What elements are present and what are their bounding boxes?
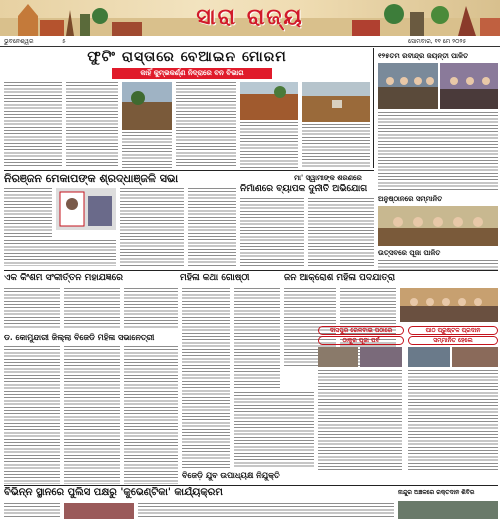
main-text-col-2 <box>66 82 118 168</box>
main-subhead: କାହିଁ କୁମ୍ଭକର୍ଣ୍ଣ ନିଦ୍ରାରେ ବନ ବିଭାଗ <box>112 68 272 79</box>
doctor-text-2 <box>64 346 120 484</box>
row2-text-2 <box>64 288 120 328</box>
right-mid-photo <box>378 206 498 246</box>
right-mid-caption: ଉତ୍ସବରେ ପୂଜା ପାଳିତ <box>378 248 441 257</box>
date-strip <box>0 37 500 47</box>
chair-text <box>234 392 314 468</box>
masthead-banner <box>0 0 500 36</box>
page-number: ୫ <box>62 38 66 45</box>
row2-text-5 <box>234 288 280 388</box>
section-divider-3 <box>4 485 498 486</box>
date-line: ସୋମବାର, ୧୧ ମେ ୨୦୨୫ <box>408 38 467 45</box>
main-text-col-4 <box>176 82 236 168</box>
main-text-col-3 <box>122 132 172 168</box>
small-photo-2 <box>360 347 402 367</box>
bottom-text-1 <box>4 503 60 519</box>
bottom-text-2 <box>138 503 394 519</box>
main-text-col-5 <box>240 122 298 168</box>
row2-text-4 <box>182 288 230 468</box>
bottom-headline: ବିଭିନ୍ନ ସ୍ଥାନରେ ପୁଲିସ ପକ୍ଷରୁ 'କୁଭେଣ୍ଟିକା' କାର୍ଯ୍ୟକ୍ରମ <box>4 487 223 498</box>
right-top-caption: ଅନୁଷ୍ଠାନରେ ସମ୍ମାନିତ <box>378 194 443 203</box>
tribute-headline: ନିରଞ୍ଜନ ମେକାପଙ୍କ ଶ୍ରଦ୍ଧାଞ୍ଜଳି ସଭା <box>4 172 179 185</box>
main-photo-2 <box>240 82 298 120</box>
tribute-text-1 <box>4 188 52 238</box>
small-photo-1 <box>318 347 358 367</box>
right-top-headline: ୧୨୫ତମ ରବୀନ୍ଦ୍ର ଜୟନ୍ତୀ ପାଳିତ <box>378 51 469 60</box>
padayatra-headline: ଜନ ଆକ୍ରୋଶ ମହିଳା ପଦଯାତ୍ରା <box>284 273 395 283</box>
maa-headline-2: ନିର୍ମାଣରେ ବ୍ୟାପକ ଦୁର୍ନୀତି ଅଭିଯୋଗ <box>240 184 368 194</box>
padayatra-photo <box>400 288 498 322</box>
small-photo-4 <box>452 347 498 367</box>
section-label: ଭୁବନେଶ୍ୱର <box>4 38 34 45</box>
maa-text-1 <box>240 198 304 266</box>
bottom-photo-2 <box>398 501 498 519</box>
column-divider <box>373 48 374 168</box>
right-top-text <box>378 112 498 192</box>
masthead-title: ସାରା ରାଜ୍ୟ <box>196 4 304 30</box>
main-text-col-1 <box>4 82 62 168</box>
tribute-text-2 <box>4 240 116 266</box>
small-photo-3 <box>408 347 450 367</box>
main-headline: ଫୁଟିଂ ରାସ୍ତାରେ ବେଆଇନ ମୋରମ <box>87 49 287 65</box>
tribute-text-3 <box>120 188 184 266</box>
row2-text-3 <box>124 288 178 328</box>
doctor-text-3 <box>124 346 178 484</box>
main-photo-3 <box>302 82 370 122</box>
main-photo-1 <box>122 82 172 130</box>
booklet-headline: ପାଠ ପ୍ରୁଷ୍ଟଳ ପ୍ରଦାନ <box>408 326 498 335</box>
small-right-text-1 <box>318 370 402 470</box>
doctor-text-1 <box>4 346 60 484</box>
dasapur-headline: ଦାସପୁର ରେଳବାଇ ପଠାରେ <box>318 326 404 335</box>
tribute-photo <box>56 188 116 230</box>
honored-headline: ସମ୍ମାନିତ ହେଲେ <box>408 336 498 345</box>
bottom-right-headline: ନାନ୍ଦୁର ଅଞ୍ଚଳରେ ରକ୍ତଦାନ ଶିବିର <box>398 489 475 496</box>
small-right-text-2 <box>408 370 498 470</box>
women-group-headline: ମହିଳା କଥା ଗୋଷ୍ଠୀ <box>180 273 250 283</box>
right-top-photo-1 <box>378 63 438 109</box>
sankirtan-headline: ଏକ କିଂଶମ ସଂକୀର୍ତ୍ତନ ମହାଯଜ୍ଞରେ <box>4 273 124 283</box>
thakur-headline: ଠାକୁର ପୂଜା ପର୍ବ <box>318 336 404 345</box>
right-top-photo-2 <box>440 63 498 109</box>
section-divider-2 <box>4 270 498 271</box>
tribute-text-4 <box>188 188 236 266</box>
chair-headline: ବିଜେଡ଼ି ଯୁବ ଉପାଧ୍ୟକ୍ଷ ନିଯୁକ୍ତି <box>182 470 280 480</box>
section-divider <box>4 170 374 171</box>
bottom-photo-1 <box>64 503 134 519</box>
maa-headline-1: ମା' ସ୍ୱାମୀଙ୍କ ଶରଣରେ <box>294 173 362 182</box>
main-text-col-6 <box>302 124 370 168</box>
row2-text-1 <box>4 288 60 328</box>
doctor-headline: ଡ. କୋମୁନ୍ଦାରୀ ଜିଲ୍ଲା ବିଜେଡି ମହିଳା ସଭାନେତ୍ରୀ <box>4 332 155 342</box>
maa-text-2 <box>308 198 374 266</box>
